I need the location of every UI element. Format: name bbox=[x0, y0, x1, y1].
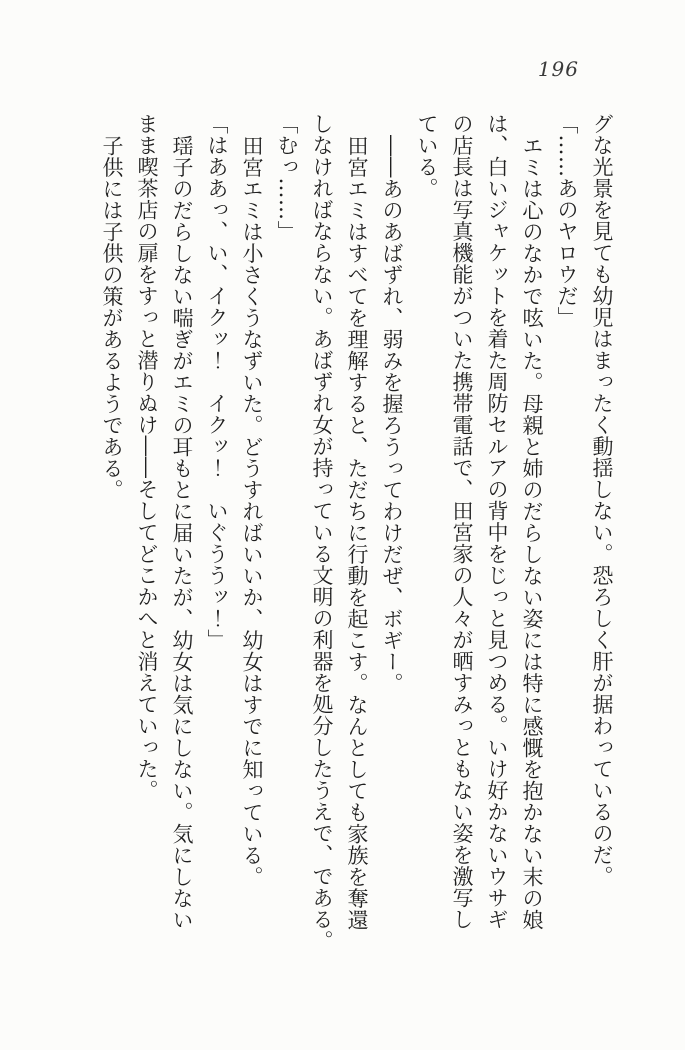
text-line: 田宮エミは小さくうなずいた。どうすればいいか、幼女はすでに知っている。 bbox=[240, 135, 264, 888]
text-line: 「むっ……」 bbox=[275, 113, 299, 242]
text-line: 田宮エミはすべてを理解すると、ただちに行動を起こす。なんとしても家族を奪還 bbox=[345, 135, 369, 931]
text-line: しなければならない。あばずれ女が持っている文明の利器を処分したうえで、である。 bbox=[310, 113, 334, 952]
page-number: 196 bbox=[537, 57, 579, 81]
text-line: 瑶子のだらしない喘ぎがエミの耳もとに届いたが、幼女は気にしない。気にしない bbox=[170, 135, 194, 931]
text-line: ている。 bbox=[415, 113, 439, 199]
text-line: まま喫茶店の扉をすっと潜りぬけ――そしてどこかへと消えていった。 bbox=[135, 113, 159, 801]
text-line: の店長は写真機能がついた携帯電話で、田宮家の人々が晒すみっともない姿を激写し bbox=[450, 113, 474, 930]
text-line: 「はああっ、い、イクッ！ イクッ！ いぐううッ！」 bbox=[205, 113, 229, 651]
text-line: 子供には子供の策があるようである。 bbox=[100, 135, 124, 501]
text-line: 「……あのヤロウだ」 bbox=[555, 113, 579, 328]
text-line: は、白いジャケットを着た周防セルアの背中をじっと見つめる。いけ好かないウサギ bbox=[485, 113, 509, 930]
text-line: ――あのあばずれ、弱みを握ろうってわけだぜ、ボギー。 bbox=[380, 135, 404, 694]
text-line: グな光景を見ても幼児はまったく動揺しない。恐ろしく肝が据わっているのだ。 bbox=[590, 113, 614, 887]
page-text bbox=[94, 113, 619, 962]
text-line: エミは心のなかで呟いた。母親と姉のだらしない姿には特に感慨を抱かない末の娘 bbox=[520, 135, 544, 931]
